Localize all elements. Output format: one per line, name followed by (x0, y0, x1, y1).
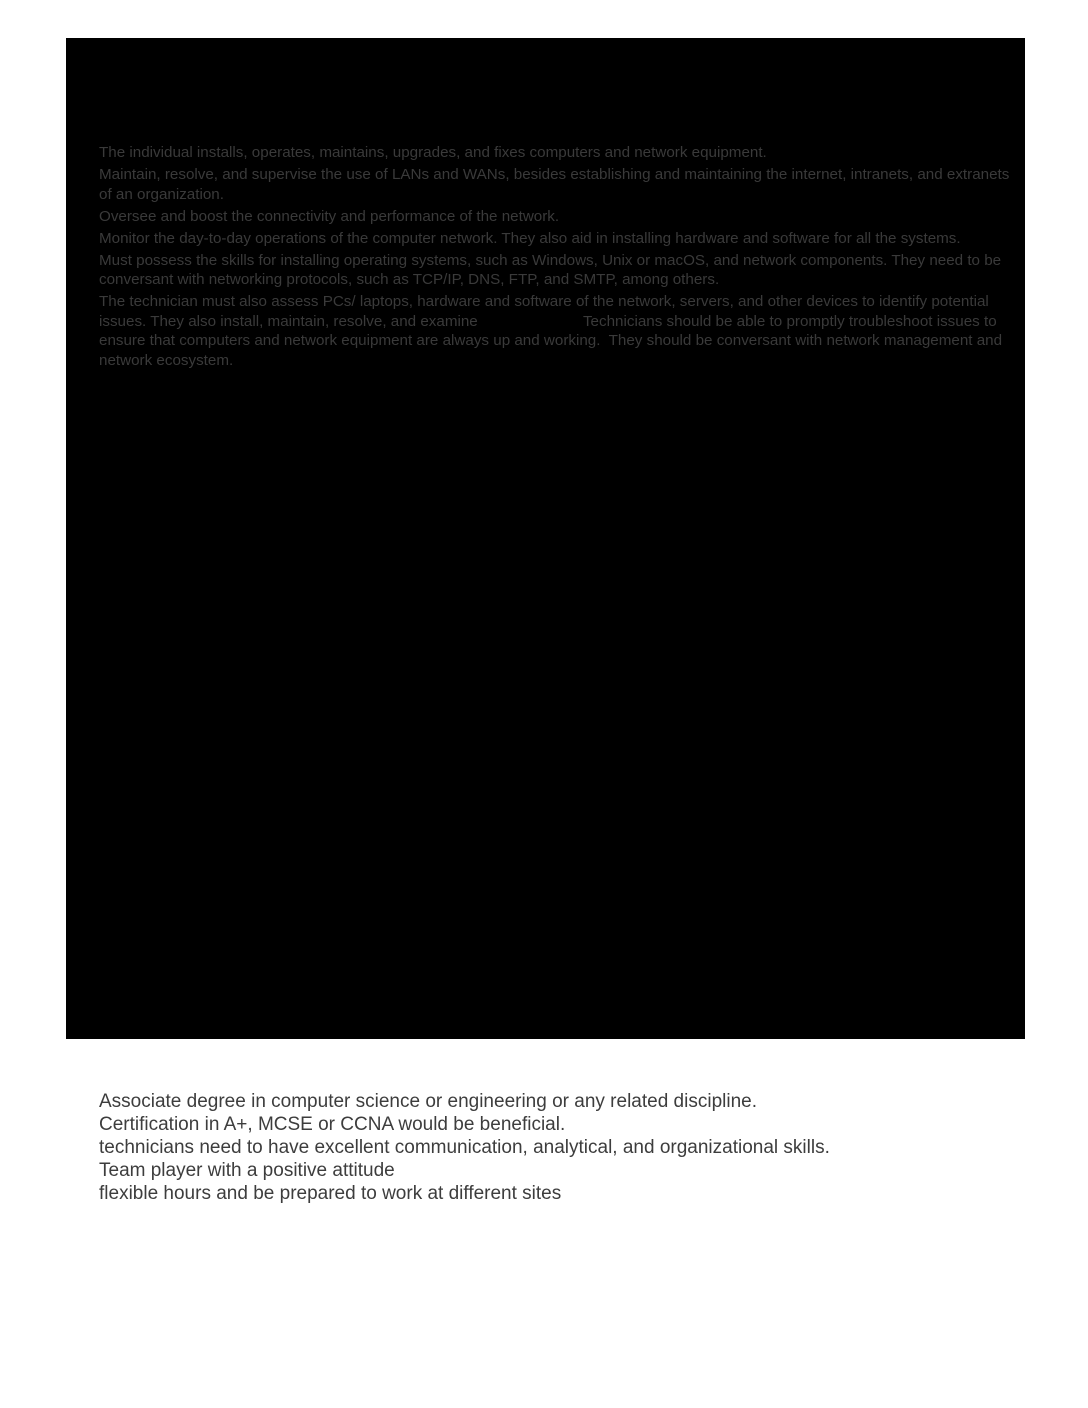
duty-item: The technician must also assess PCs/ laptops, hardware and software of the network, servers, and other devices to identify potential issues. They also install, maintain, resolve, and examine Technicians should be able to promptly troubleshoot issues to ensure that computers and network equipment are always up and working. They should be conversant with network management and network ecosystem. (99, 293, 1007, 369)
requirement-item: Certification in A+, MCSE or CCNA would be beneficial. (99, 1114, 566, 1135)
requirements-list (99, 1090, 999, 1205)
duty-item: Must possess the skills for installing operating systems, such as Windows, Unix or macOS, and network components. They need to be conversant with networking protocols, such as TCP/IP, DNS, FTP, and SMTP, among others. (99, 251, 1002, 288)
duties-list (99, 143, 1019, 373)
duty-item: Maintain, resolve, and supervise the use of LANs and WANs, besides establishing and maintaining the internet, intranets, and extranets of an organization. (99, 166, 1010, 203)
requirement-item: Team player with a positive attitude (99, 1160, 395, 1181)
duty-item: Monitor the day-to-day operations of the computer network. They also aid in installing hardware and software for all the systems. (99, 229, 961, 247)
duty-item: The individual installs, operates, maintains, upgrades, and fixes computers and network equipment. (99, 144, 767, 161)
requirement-item: technicians need to have excellent communication, analytical, and organizational skills. (99, 1137, 830, 1158)
requirement-item: flexible hours and be prepared to work at different sites (99, 1183, 562, 1204)
duty-item: Oversee and boost the connectivity and performance of the network. (99, 207, 560, 225)
requirement-item: Associate degree in computer science or engineering or any related discipline. (99, 1091, 757, 1112)
